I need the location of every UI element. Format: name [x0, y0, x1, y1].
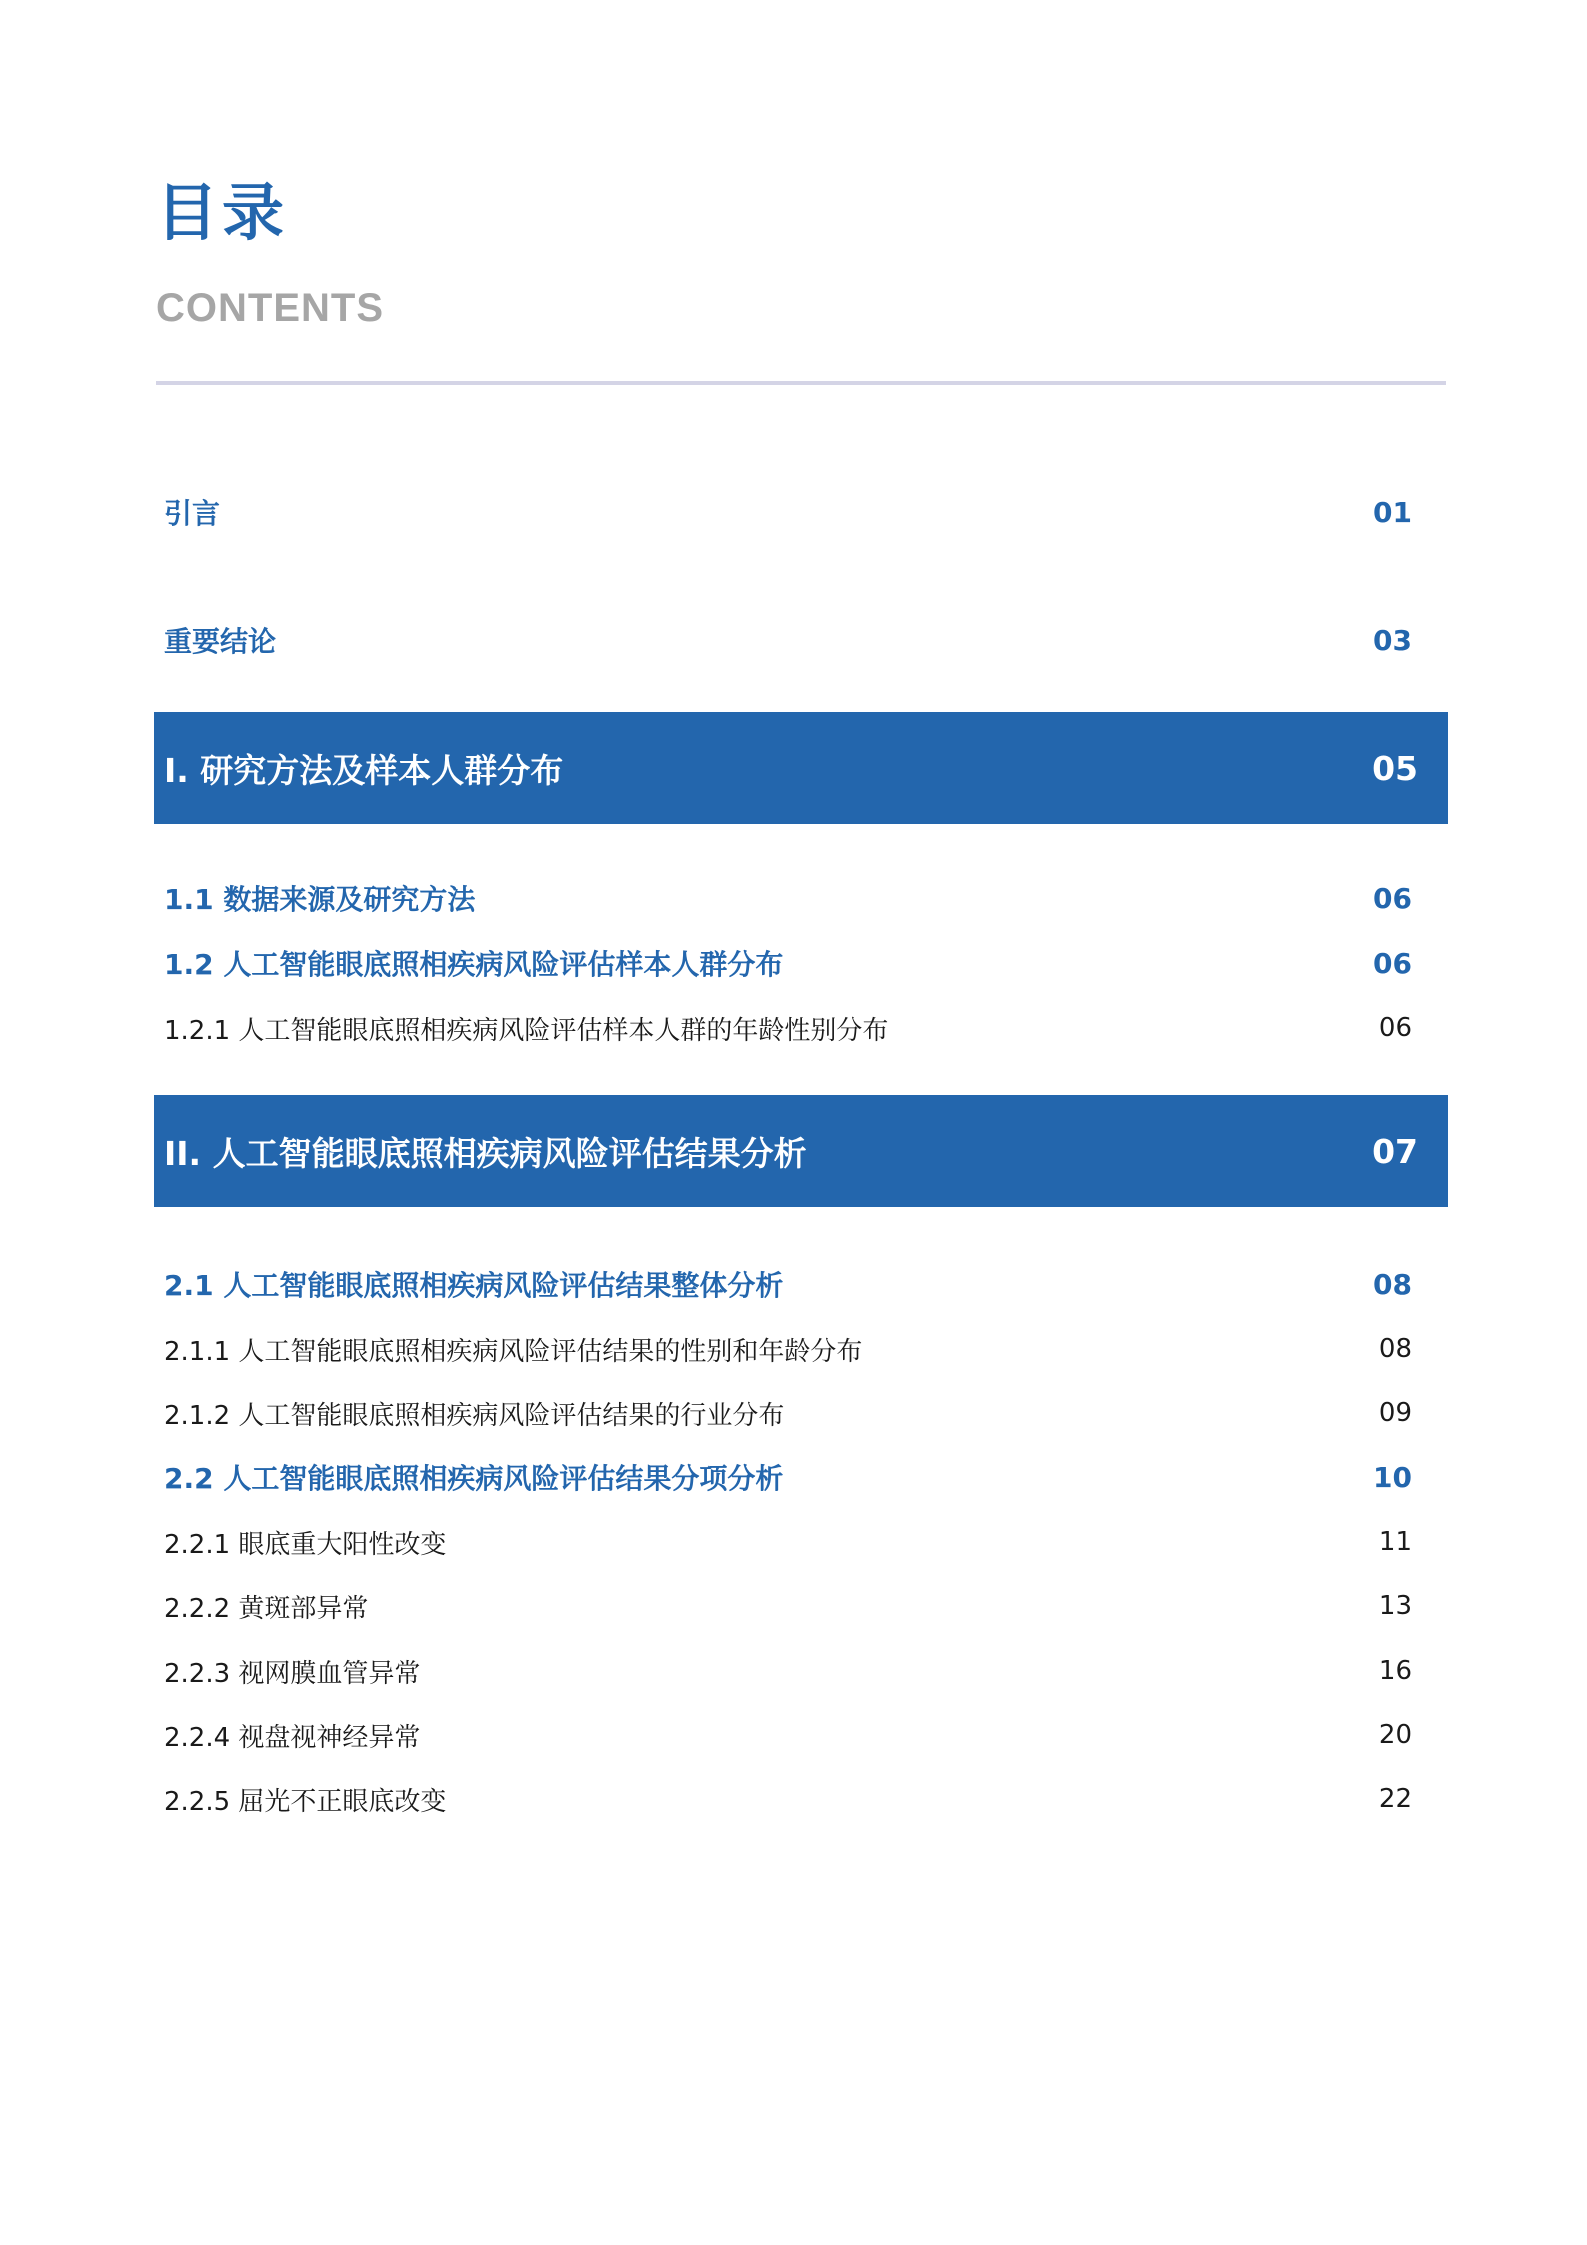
toc-subsection-2-2-4[interactable] — [154, 1710, 1448, 1760]
toc-page-number: 13 — [1378, 1591, 1412, 1621]
toc-page-number: 16 — [1378, 1656, 1412, 1686]
toc-section-2-1[interactable] — [154, 1259, 1448, 1309]
toc-page-number: 06 — [1378, 1013, 1412, 1043]
header-divider — [156, 381, 1446, 385]
toc-label: 2.1.2 人工智能眼底照相疾病风险评估结果的行业分布 — [164, 1400, 785, 1431]
toc-label: 2.2.4 视盘视神经异常 — [164, 1722, 421, 1753]
toc-section-2-2[interactable] — [154, 1452, 1448, 1502]
toc-page-number: 10 — [1373, 1460, 1412, 1494]
toc-page-number: 03 — [1373, 623, 1412, 657]
toc-entry-intro[interactable] — [154, 487, 1448, 537]
toc-page-number: 22 — [1378, 1784, 1412, 1814]
page-title: 目录 — [156, 176, 289, 249]
toc-subsection-2-2-2[interactable] — [154, 1581, 1448, 1631]
toc-label: 2.2.5 屈光不正眼底改变 — [164, 1786, 447, 1817]
toc-entry-conclusion[interactable] — [154, 615, 1448, 665]
toc-label: 1.1 数据来源及研究方法 — [164, 883, 476, 916]
toc-subsection-2-2-5[interactable] — [154, 1774, 1448, 1824]
toc-page-number: 06 — [1373, 946, 1412, 980]
toc-page-number: 11 — [1378, 1527, 1412, 1557]
toc-label: 重要结论 — [164, 625, 277, 658]
toc-label: 2.2 人工智能眼底照相疾病风险评估结果分项分析 — [164, 1462, 784, 1495]
toc-page-number: 20 — [1378, 1720, 1412, 1750]
toc-label: 2.2.1 眼底重大阳性改变 — [164, 1529, 447, 1560]
toc-subsection-2-1-1[interactable] — [154, 1324, 1448, 1374]
toc-section-1-2[interactable] — [154, 938, 1448, 988]
toc-label: 1.2 人工智能眼底照相疾病风险评估样本人群分布 — [164, 948, 784, 981]
toc-label: 2.1 人工智能眼底照相疾病风险评估结果整体分析 — [164, 1269, 784, 1302]
toc-label: 2.2.2 黄斑部异常 — [164, 1593, 369, 1624]
toc-chapter-1[interactable] — [154, 712, 1448, 824]
toc-section-1-1[interactable] — [154, 873, 1448, 923]
toc-page-number: 05 — [1372, 748, 1418, 788]
toc-page-number: 01 — [1373, 495, 1412, 529]
toc-chapter-2[interactable] — [154, 1095, 1448, 1207]
toc-page-number: 08 — [1373, 1267, 1412, 1301]
toc-subsection-2-1-2[interactable] — [154, 1388, 1448, 1438]
toc-page-number: 06 — [1373, 881, 1412, 915]
toc-page-number: 08 — [1378, 1334, 1412, 1364]
toc-label: 2.1.1 人工智能眼底照相疾病风险评估结果的性别和年龄分布 — [164, 1336, 863, 1367]
toc-page-number: 07 — [1372, 1131, 1418, 1171]
toc-label: 2.2.3 视网膜血管异常 — [164, 1658, 421, 1689]
toc-subsection-2-2-3[interactable] — [154, 1646, 1448, 1696]
toc-subsection-1-2-1[interactable] — [154, 1003, 1448, 1053]
toc-label: I. 研究方法及样本人群分布 — [164, 750, 564, 790]
toc-page-number: 09 — [1378, 1398, 1412, 1428]
toc-subsection-2-2-1[interactable] — [154, 1517, 1448, 1567]
toc-label: 引言 — [164, 497, 221, 530]
page-subtitle: CONTENTS — [156, 286, 384, 330]
toc-label: II. 人工智能眼底照相疾病风险评估结果分析 — [164, 1133, 807, 1173]
toc-label: 1.2.1 人工智能眼底照相疾病风险评估样本人群的年龄性别分布 — [164, 1015, 889, 1046]
